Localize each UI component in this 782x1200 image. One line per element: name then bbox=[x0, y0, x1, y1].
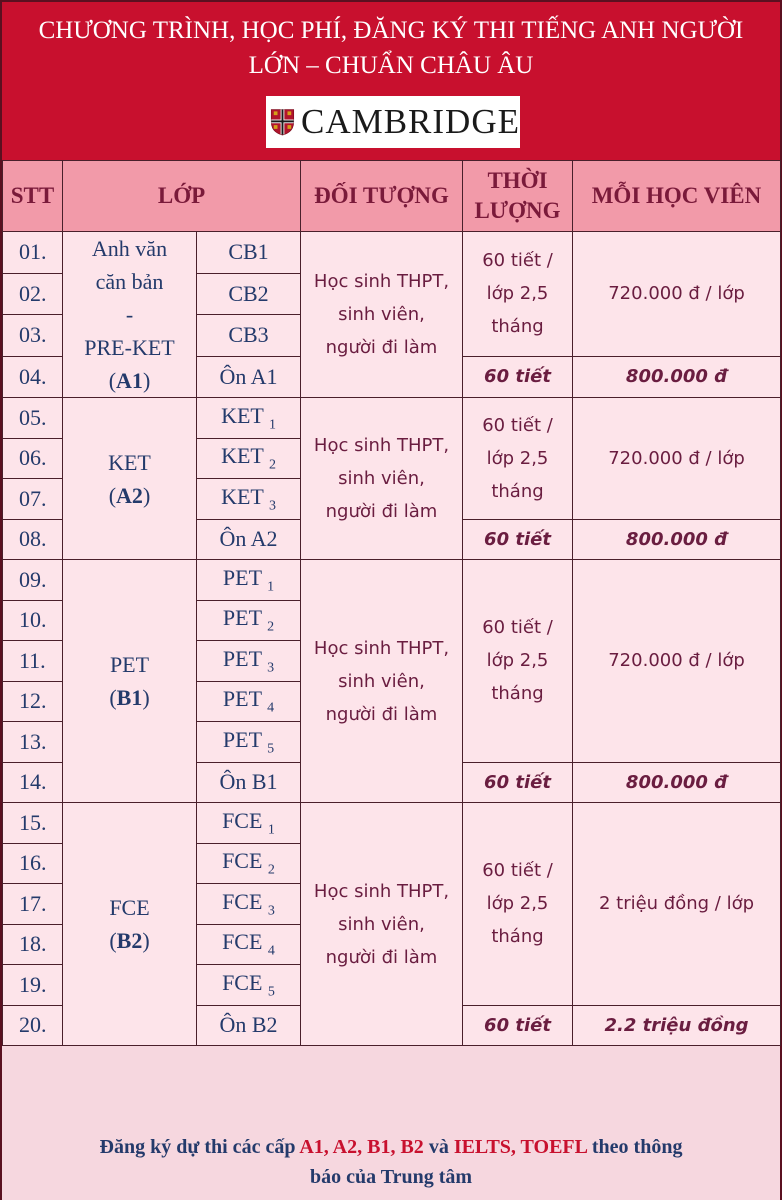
price-table bbox=[2, 160, 781, 1046]
fee-cell: 720.000 đ / lớp bbox=[573, 560, 781, 763]
level-code: B2 bbox=[116, 928, 143, 953]
class-index: 5 bbox=[267, 740, 275, 756]
class-name: PET bbox=[222, 726, 262, 752]
table-row bbox=[3, 803, 781, 844]
class-index: 2 bbox=[267, 862, 275, 878]
class-cell bbox=[197, 438, 301, 479]
table-row bbox=[3, 560, 781, 601]
stt-cell: 06. bbox=[3, 438, 63, 479]
class-name: FCE bbox=[222, 969, 263, 995]
class-index: 4 bbox=[267, 943, 275, 959]
review-duration-cell: 60 tiết bbox=[463, 1005, 573, 1046]
footer-line-1 bbox=[2, 1132, 780, 1162]
target-cell bbox=[301, 232, 463, 398]
class-index: 3 bbox=[268, 497, 276, 513]
class-cell bbox=[197, 479, 301, 520]
class-name: PET bbox=[222, 605, 262, 631]
stt-cell: 15. bbox=[3, 803, 63, 844]
class-cell bbox=[197, 600, 301, 641]
cambridge-crest-icon bbox=[270, 100, 295, 144]
course-name-line: PET bbox=[109, 652, 150, 677]
target-cell bbox=[301, 560, 463, 803]
class-index: 3 bbox=[267, 902, 275, 918]
stt-cell: 18. bbox=[3, 924, 63, 965]
class-name: KET bbox=[221, 443, 264, 469]
fee-cell: 720.000 đ / lớp bbox=[573, 232, 781, 357]
class-index: 1 bbox=[268, 416, 276, 432]
col-header-thoi-luong-line1: THỜI bbox=[487, 168, 548, 193]
fee-cell: 720.000 đ / lớp bbox=[573, 398, 781, 520]
fee-cell: 2 triệu đồng / lớp bbox=[573, 803, 781, 1006]
stt-cell: 01. bbox=[3, 232, 63, 274]
col-header-thoi-luong-line2: LƯỢNG bbox=[474, 198, 561, 223]
stt-cell: 12. bbox=[3, 681, 63, 722]
duration-line: 60 tiết / bbox=[482, 860, 553, 882]
class-index: 2 bbox=[268, 457, 276, 473]
target-cell bbox=[301, 398, 463, 560]
class-cell bbox=[197, 924, 301, 965]
class-cell bbox=[197, 722, 301, 763]
title-line-1: CHƯƠNG TRÌNH, HỌC PHÍ, ĐĂNG KÝ THI TIẾNG ANH NGƯỜI bbox=[38, 17, 744, 44]
class-cell bbox=[197, 315, 301, 357]
duration-line: lớp 2,5 bbox=[486, 650, 549, 672]
stt-cell: 17. bbox=[3, 884, 63, 925]
duration-line: 60 tiết / bbox=[482, 250, 553, 272]
class-name: CB2 bbox=[228, 280, 269, 306]
class-index: 3 bbox=[267, 659, 275, 675]
level-code: A2 bbox=[116, 482, 143, 508]
table-header-row bbox=[3, 161, 781, 232]
target-line: sinh viên, bbox=[338, 670, 425, 692]
target-line: Học sinh THPT, bbox=[313, 435, 450, 456]
review-class-cell: Ôn B2 bbox=[197, 1005, 301, 1046]
review-fee-cell: 800.000 đ bbox=[573, 762, 781, 803]
footer-line-2: báo của Trung tâm bbox=[309, 1166, 473, 1188]
duration-cell bbox=[463, 232, 573, 357]
class-index: 4 bbox=[267, 700, 275, 716]
target-line: sinh viên, bbox=[338, 304, 425, 325]
stt-cell: 07. bbox=[3, 479, 63, 520]
course-name-line: - bbox=[125, 302, 134, 327]
col-header-thoi-luong bbox=[463, 161, 573, 232]
class-cell bbox=[197, 560, 301, 601]
course-group-cell: PET (B1) bbox=[63, 560, 197, 803]
class-name: FCE bbox=[222, 888, 263, 914]
table-row bbox=[3, 398, 781, 439]
title-line-2: LỚN – CHUẨN CHÂU ÂU bbox=[248, 52, 534, 79]
class-cell bbox=[197, 843, 301, 884]
target-line: người đi làm bbox=[325, 501, 438, 522]
duration-line: tháng bbox=[491, 316, 544, 338]
class-cell bbox=[197, 965, 301, 1006]
review-duration-cell: 60 tiết bbox=[463, 356, 573, 398]
course-name-line: FCE bbox=[109, 895, 150, 920]
duration-cell bbox=[463, 560, 573, 763]
target-cell bbox=[301, 803, 463, 1046]
class-name: PET bbox=[222, 645, 262, 671]
stt-cell: 08. bbox=[3, 519, 63, 560]
duration-line: tháng bbox=[491, 683, 544, 705]
class-name: FCE bbox=[222, 807, 263, 833]
title-banner bbox=[2, 2, 780, 160]
footer-note bbox=[2, 1124, 780, 1200]
review-duration-cell: 60 tiết bbox=[463, 519, 573, 560]
footer-levels: A1, A2, B1, B2 bbox=[299, 1136, 424, 1158]
class-name: FCE bbox=[222, 848, 263, 874]
review-duration-cell: 60 tiết bbox=[463, 762, 573, 803]
duration-cell bbox=[463, 398, 573, 520]
course-name-line: Anh văn bbox=[91, 236, 168, 261]
target-line: sinh viên, bbox=[338, 468, 425, 489]
target-line: Học sinh THPT, bbox=[313, 880, 450, 902]
target-line: Học sinh THPT, bbox=[313, 271, 450, 292]
col-header-doi-tuong: ĐỐI TƯỢNG bbox=[301, 161, 463, 232]
duration-line: lớp 2,5 bbox=[486, 893, 549, 915]
table-row bbox=[3, 232, 781, 274]
review-class-cell: Ôn A1 bbox=[197, 356, 301, 398]
stt-cell: 14. bbox=[3, 762, 63, 803]
target-line: người đi làm bbox=[325, 946, 438, 968]
course-name-line: PRE-KET bbox=[84, 335, 175, 360]
class-index: 1 bbox=[267, 578, 275, 594]
target-line: người đi làm bbox=[325, 703, 438, 725]
duration-line: 60 tiết / bbox=[482, 617, 553, 639]
level-code: A1 bbox=[116, 368, 143, 393]
duration-line: 60 tiết / bbox=[482, 414, 553, 436]
logo-text: CAMBRIDGE bbox=[300, 102, 520, 141]
stt-cell: 10. bbox=[3, 600, 63, 641]
stt-cell: 20. bbox=[3, 1005, 63, 1046]
class-cell bbox=[197, 803, 301, 844]
class-name: FCE bbox=[222, 929, 263, 955]
target-line: sinh viên, bbox=[338, 913, 425, 935]
class-cell bbox=[197, 232, 301, 274]
level-code: B1 bbox=[116, 685, 143, 710]
stt-cell: 09. bbox=[3, 560, 63, 601]
course-group-cell: FCE (B2) bbox=[63, 803, 197, 1046]
duration-cell bbox=[463, 803, 573, 1006]
stt-cell: 04. bbox=[3, 356, 63, 398]
review-class-cell: Ôn B1 bbox=[197, 762, 301, 803]
course-group-cell: Anh văn căn bản - PRE-KET (A1) bbox=[63, 232, 197, 398]
class-cell bbox=[197, 273, 301, 315]
duration-line: lớp 2,5 bbox=[486, 447, 549, 469]
stt-cell: 11. bbox=[3, 641, 63, 682]
class-index: 1 bbox=[267, 821, 275, 837]
cambridge-logo bbox=[266, 96, 520, 148]
duration-line: lớp 2,5 bbox=[486, 283, 549, 305]
class-index: 5 bbox=[267, 983, 275, 999]
stt-cell: 19. bbox=[3, 965, 63, 1006]
stt-cell: 05. bbox=[3, 398, 63, 439]
course-name-line: KET bbox=[108, 449, 151, 475]
class-index: 2 bbox=[267, 619, 275, 635]
col-header-lop: LỚP bbox=[63, 161, 301, 232]
class-cell bbox=[197, 641, 301, 682]
col-header-moi-hoc-vien: MỖI HỌC VIÊN bbox=[573, 161, 781, 232]
course-name-line: căn bản bbox=[95, 269, 164, 294]
stt-cell: 03. bbox=[3, 315, 63, 357]
class-name: CB3 bbox=[228, 322, 269, 348]
footer-text: theo thông bbox=[586, 1136, 683, 1158]
footer-text: Đăng ký dự thi các cấp bbox=[99, 1136, 300, 1158]
target-line: người đi làm bbox=[325, 337, 438, 358]
class-name: CB1 bbox=[228, 239, 269, 265]
class-name: PET bbox=[222, 686, 262, 712]
target-line: Học sinh THPT, bbox=[313, 637, 450, 659]
footer-exams: IELTS, TOEFL bbox=[453, 1136, 587, 1158]
col-header-stt: STT bbox=[3, 161, 63, 232]
review-fee-cell: 2.2 triệu đồng bbox=[573, 1005, 781, 1046]
review-fee-cell: 800.000 đ bbox=[573, 356, 781, 398]
stt-cell: 13. bbox=[3, 722, 63, 763]
class-cell bbox=[197, 681, 301, 722]
review-class-cell: Ôn A2 bbox=[197, 519, 301, 560]
duration-line: tháng bbox=[491, 480, 544, 502]
class-name: KET bbox=[221, 402, 264, 428]
class-cell bbox=[197, 398, 301, 439]
footer-text: và bbox=[423, 1136, 454, 1158]
class-name: KET bbox=[221, 483, 264, 509]
course-group-cell: KET (A2) bbox=[63, 398, 197, 560]
duration-line: tháng bbox=[491, 926, 544, 948]
stt-cell: 16. bbox=[3, 843, 63, 884]
class-cell bbox=[197, 884, 301, 925]
review-fee-cell: 800.000 đ bbox=[573, 519, 781, 560]
stt-cell: 02. bbox=[3, 273, 63, 315]
class-name: PET bbox=[222, 564, 262, 590]
